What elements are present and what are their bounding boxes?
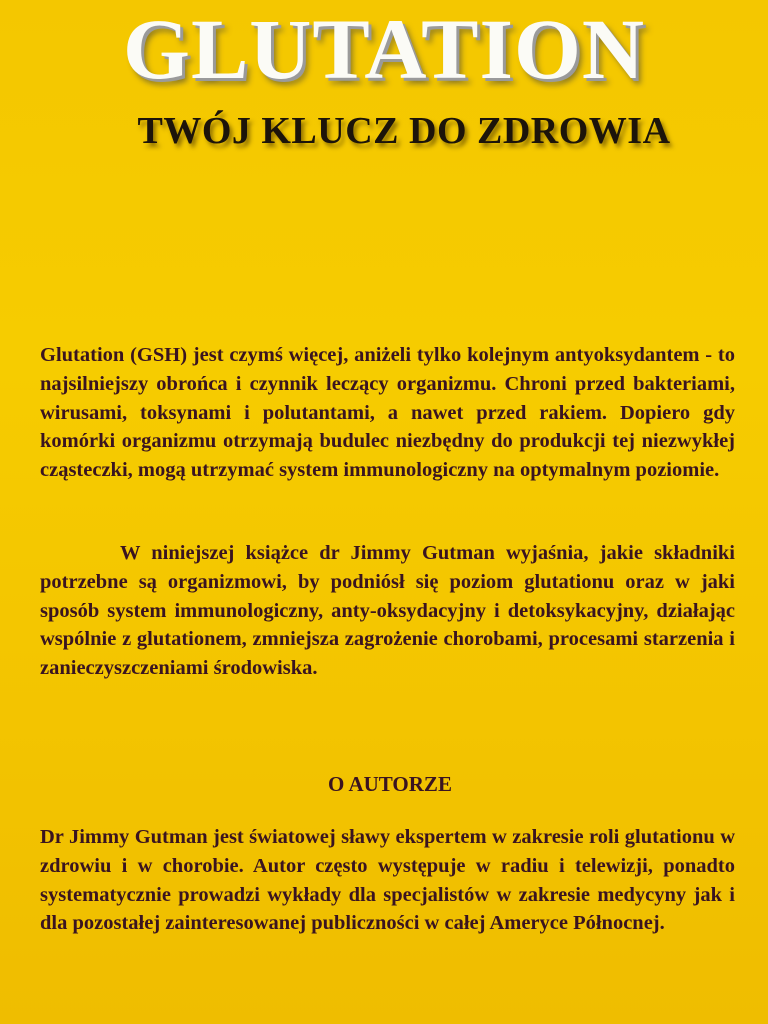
author-heading: O AUTORZE xyxy=(328,772,452,796)
description-paragraph-2: W niniejszej książce dr Jimmy Gutman wyjaśnia, jakie składniki potrzebne są organizmowi, by podniósł się poziom glutationu oraz w jaki sposób system immunologiczny, anty-oksydacyjny i detoksykacyjny, działając wspólnie z glutationem, zmniejsza zagrożenie chorobami, procesami starzenia i zanieczyszczeniami środowiska. xyxy=(40,542,735,680)
book-title: GLUTATION xyxy=(123,1,645,97)
book-subtitle: TWÓJ KLUCZ DO ZDROWIA xyxy=(137,110,671,152)
description-paragraph-1: Glutation (GSH) jest czymś więcej, aniżeli tylko kolejnym antyoksydantem - to najsilniejszy obrońca i czynnik leczący organizmu. Chroni przed bakteriami, wirusami, toksynami i polutantami, a nawet przed rakiem. Dopiero gdy komórki organizmu otrzymają budulec niezbędny do produkcji tej niezwykłej cząsteczki, mogą utrzymać system immunologiczny na optymalnym poziomie. xyxy=(40,344,735,482)
author-paragraph: Dr Jimmy Gutman jest światowej sławy ekspertem w zakresie roli glutationu w zdrowiu i w chorobie. Autor często występuje w radiu i telewizji, ponadto systematycznie prowadzi wykłady dla specjalistów w zakresie medycyny jak i dla pozostałej zainteresowanej publiczności w całej Ameryce Północnej. xyxy=(40,826,735,935)
